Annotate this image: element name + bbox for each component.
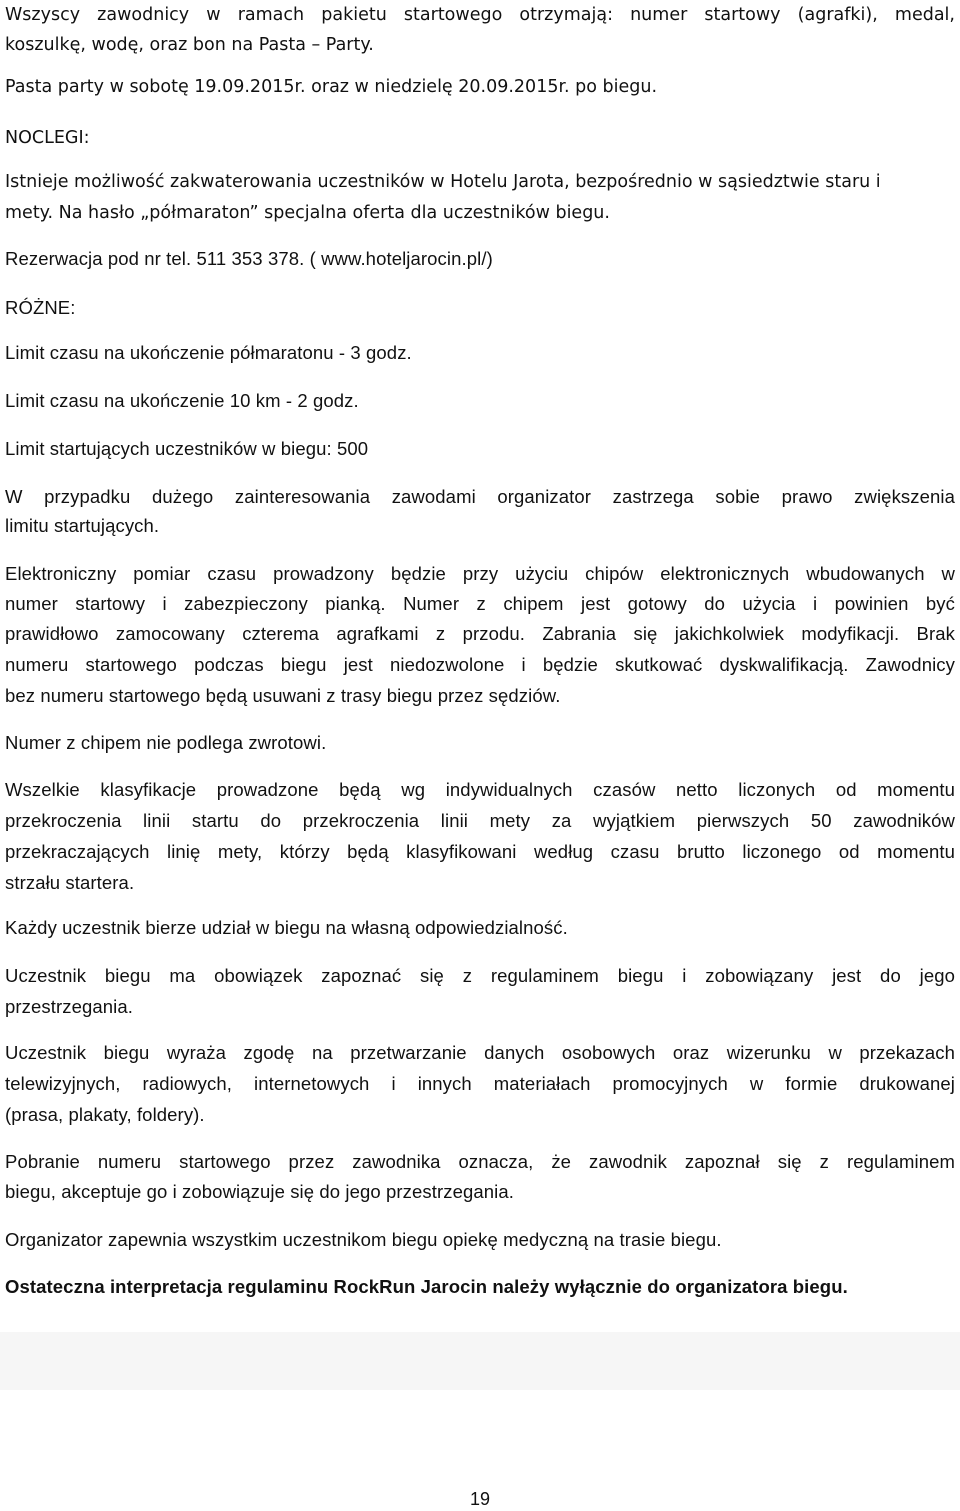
footer-band bbox=[0, 1332, 960, 1390]
paragraph-line: strzału startera. bbox=[5, 872, 135, 893]
paragraph-line: Pobranie numeru startowego przez zawodnika oznacza, że zawodnik zapoznał się z regulaminem bbox=[5, 1151, 955, 1172]
paragraph-line: telewizyjnych, radiowych, internetowych i innych materiałach promocyjnych w formie drukowanej bbox=[5, 1073, 955, 1094]
paragraph-line: Istnieje możliwość zakwaterowania uczestników w Hotelu Jarota, bezpośrednio w sąsiedztwie staru i bbox=[5, 172, 881, 192]
closing-statement: Ostateczna interpretacja regulaminu RockRun Jarocin należy wyłącznie do organizatora biegu. bbox=[5, 1276, 848, 1297]
paragraph-line: Uczestnik biegu ma obowiązek zapoznać się z regulaminem biegu i zobowiązany jest do jego bbox=[5, 965, 955, 986]
paragraph-line: Elektroniczny pomiar czasu prowadzony będzie przy użyciu chipów elektronicznych wbudowanych w bbox=[5, 563, 955, 584]
paragraph-line: Limit startujących uczestników w biegu: 500 bbox=[5, 438, 369, 459]
paragraph-line: numeru startowego podczas biegu jest niedozwolone i będzie skutkować dyskwalifikacją. Zawodnicy bbox=[5, 654, 955, 675]
paragraph-line: Każdy uczestnik bierze udział w biegu na własną odpowiedzialność. bbox=[5, 917, 568, 938]
paragraph-line: mety. Na hasło „półmaraton” specjalna oferta dla uczestników biegu. bbox=[5, 203, 610, 223]
paragraph-line: bez numeru startowego będą usuwani z trasy biegu przez sędziów. bbox=[5, 685, 561, 706]
paragraph-line: Limit czasu na ukończenie półmaratonu - 3 godz. bbox=[5, 342, 412, 363]
paragraph-line: Limit czasu na ukończenie 10 km - 2 godz. bbox=[5, 390, 359, 411]
paragraph-line: prawidłowo zamocowany czterema agrafkami z przodu. Zabrania się jakichkolwiek modyfikacji. Brak bbox=[5, 623, 955, 644]
paragraph-line: biegu, akceptuje go i zobowiązuje się do jego przestrzegania. bbox=[5, 1181, 515, 1202]
paragraph-line: przekraczających linię mety, którzy będą klasyfikowani według czasu brutto liczonego od momentu bbox=[5, 841, 955, 862]
paragraph-line: Rezerwacja pod nr tel. 511 353 378. ( www.hoteljarocin.pl/) bbox=[5, 248, 493, 269]
section-heading: RÓŻNE: bbox=[5, 297, 76, 318]
paragraph-line: numer startowy i zabezpieczony pianką. Numer z chipem jest gotowy do użycia i powinien być bbox=[5, 593, 955, 614]
paragraph-line: koszulkę, wodę, oraz bon na Pasta – Party. bbox=[5, 35, 374, 55]
paragraph-line: Wszyscy zawodnicy w ramach pakietu startowego otrzymają: numer startowy (agrafki), medal, bbox=[5, 5, 955, 25]
paragraph-line: Wszelkie klasyfikacje prowadzone będą wg indywidualnych czasów netto liczonych od momentu bbox=[5, 779, 955, 800]
paragraph-line: limitu startujących. bbox=[5, 515, 160, 536]
paragraph-line: W przypadku dużego zainteresowania zawodami organizator zastrzega sobie prawo zwiększenia bbox=[5, 486, 955, 507]
section-heading: NOCLEGI: bbox=[5, 128, 90, 148]
page-number: 19 bbox=[469, 1489, 491, 1509]
paragraph-line: przekroczenia linii startu do przekroczenia linii mety za wyjątkiem pierwszych 50 zawodników bbox=[5, 810, 955, 831]
paragraph-line: Uczestnik biegu wyraża zgodę na przetwarzanie danych osobowych oraz wizerunku w przekazach bbox=[5, 1042, 955, 1063]
paragraph-line: Pasta party w sobotę 19.09.2015r. oraz w niedzielę 20.09.2015r. po biegu. bbox=[5, 77, 658, 97]
paragraph-line: (prasa, plakaty, foldery). bbox=[5, 1104, 205, 1125]
paragraph-line: Numer z chipem nie podlega zwrotowi. bbox=[5, 732, 327, 753]
paragraph-line: Organizator zapewnia wszystkim uczestnikom biegu opiekę medyczną na trasie biegu. bbox=[5, 1229, 722, 1250]
paragraph-line: przestrzegania. bbox=[5, 996, 133, 1017]
